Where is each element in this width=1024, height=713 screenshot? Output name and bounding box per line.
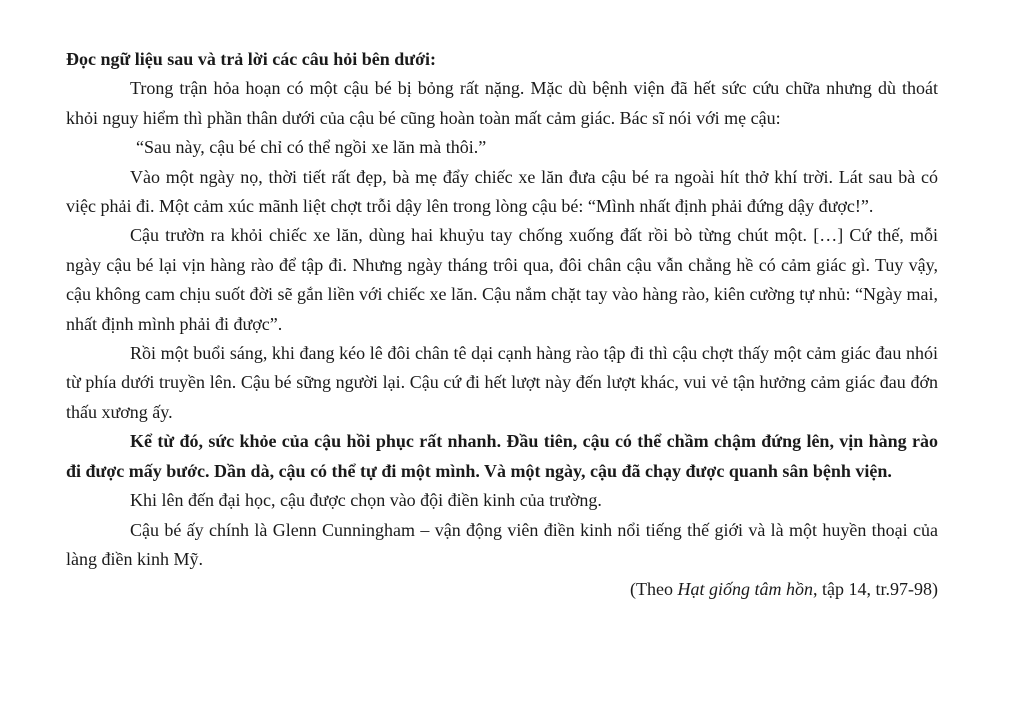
- document-page: [66, 45, 938, 605]
- paragraph-wheelchair-outing: Vào một ngày nọ, thời tiết rất đẹp, bà mẹ đẩy chiếc xe lăn đưa cậu bé ra ngoài hít thở khí trời. Lát sau bà có việc phải đi. Một cảm xúc mãnh liệt chợt trỗi dậy lên trong lòng cậu bé: “Mình nhất định phải đứng dậy được!”.: [66, 166, 938, 217]
- paragraph-university-team: Khi lên đến đại học, cậu được chọn vào đội điền kinh của trường.: [130, 490, 602, 511]
- paragraph-fire-accident: Trong trận hỏa hoạn có một cậu bé bị bỏng rất nặng. Mặc dù bệnh viện đã hết sức cứu chữa nhưng dù thoát khỏi nguy hiểm thì phần thân dưới của cậu bé cũng hoàn toàn mất cảm giác. Bác sĩ nói với mẹ cậu:: [66, 78, 938, 128]
- exercise-heading: Đọc ngữ liệu sau và trả lời các câu hỏi bên dưới:: [66, 49, 437, 69]
- paragraph-glenn-cunningham: Cậu bé ấy chính là Glenn Cunningham – vận động viên điền kinh nổi tiếng thế giới và là một huyền thoại của làng điền kinh Mỹ.: [66, 519, 938, 569]
- paragraph-recovery-bold: Kể từ đó, sức khỏe của cậu hồi phục rất nhanh. Đầu tiên, cậu có thể chầm chậm đứng lên, vịn hàng rào đi được mấy bước. Dần dà, cậu có thể tự đi một mình. Và một ngày, cậu đã chạy được quanh sân bệnh viện.: [66, 431, 938, 481]
- source-book-title: Hạt giống tâm hồn: [677, 579, 814, 600]
- paragraph-pain-returns: Rồi một buổi sáng, khi đang kéo lê đôi chân tê dại cạnh hàng rào tập đi thì cậu chợt thấy một cảm giác đau nhói từ phía dưới truyền lên. Cậu bé sững người lại. Cậu cứ đi hết lượt này đến lượt khác, vui vẻ tận hưởng cảm giác đau đớn thấu xương ấy.: [66, 343, 938, 422]
- doctor-quote: “Sau này, cậu bé chỉ có thể ngồi xe lăn mà thôi.”: [136, 137, 487, 158]
- source-citation: [66, 575, 938, 604]
- source-prefix: (Theo: [630, 579, 678, 600]
- source-suffix: , tập 14, tr.97-98): [813, 579, 938, 600]
- paragraph-crawling-practice: Cậu trườn ra khỏi chiếc xe lăn, dùng hai khuỷu tay chống xuống đất rồi bò từng chút một. […] Cứ thế, mỗi ngày cậu bé lại vịn hàng rào để tập đi. Nhưng ngày tháng trôi qua, đôi chân cậu vẫn chẳng hề có cảm giác gì. Tuy vậy, cậu không cam chịu suốt đời sẽ gắn liền với chiếc xe lăn. Cậu nắm chặt tay vào hàng rào, kiên cường tự nhủ: “Ngày mai, nhất định mình phải đi được”.: [66, 225, 938, 334]
